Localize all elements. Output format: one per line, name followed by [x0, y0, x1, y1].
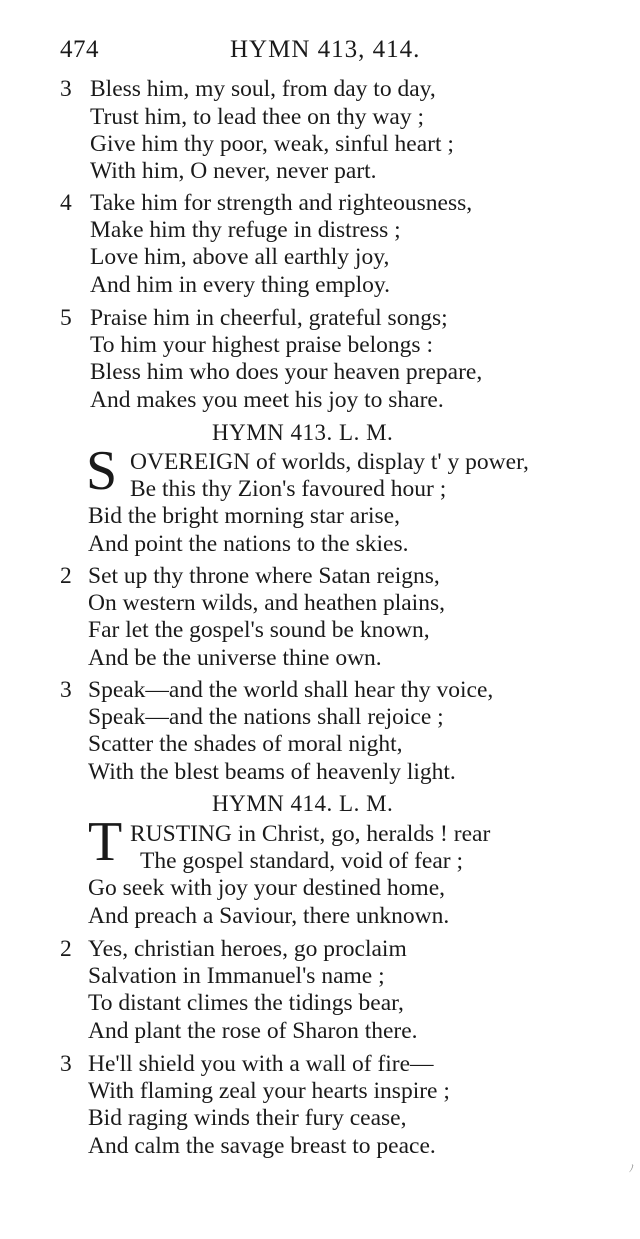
verse-line: With him, O never, never part.: [90, 158, 377, 184]
verse-line: Bid the bright morning star arise,: [88, 503, 400, 529]
verse-line: OVEREIGN of worlds, display t' y power,: [130, 449, 529, 475]
verse-line: Love him, above all earthly joy,: [90, 244, 390, 270]
verse-line: The gospel standard, void of fear ;: [140, 848, 464, 874]
verse-line: Speak—and the world shall hear thy voice,: [88, 677, 494, 703]
verse-line: And plant the rose of Sharon there.: [88, 1018, 418, 1044]
drop-cap: T: [88, 811, 123, 873]
verse-line: And point the nations to the skies.: [88, 531, 409, 557]
verse-number: 5: [60, 305, 72, 331]
verse-line: To him your highest praise belongs :: [90, 332, 433, 358]
verse-line: Bless him, my soul, from day to day,: [90, 76, 436, 102]
verse-line: RUSTING in Christ, go, heralds ! rear: [130, 821, 491, 847]
verse-number: 4: [60, 190, 72, 216]
verse-number: 3: [60, 76, 72, 102]
verse-line: Praise him in cheerful, grateful songs;: [90, 305, 448, 331]
verse-line: Make him thy refuge in distress ;: [90, 217, 401, 243]
verse-line: Yes, christian heroes, go proclaim: [88, 936, 407, 962]
verse-number: 2: [60, 563, 72, 589]
verse-line: Trust him, to lead thee on thy way ;: [90, 104, 424, 130]
verse-line: On western wilds, and heathen plains,: [88, 590, 445, 616]
verse-line: Bid raging winds their fury cease,: [88, 1105, 407, 1131]
verse-line: Take him for strength and righteousness,: [90, 190, 473, 216]
verse-line: Scatter the shades of moral night,: [88, 731, 403, 757]
verse-line: And be the universe thine own.: [88, 645, 382, 671]
verse-line: And makes you meet his joy to share.: [90, 387, 444, 413]
verse-line: Give him thy poor, weak, sinful heart ;: [90, 131, 454, 157]
verse-line: With flaming zeal your hearts inspire ;: [88, 1078, 450, 1104]
verse-number: 3: [60, 1051, 72, 1077]
verse-line: With the blest beams of heavenly light.: [88, 759, 456, 785]
hymn-title: HYMN 414. L. M.: [212, 791, 394, 816]
running-head: HYMN 413, 414.: [230, 36, 421, 63]
verse-line: Bless him who does your heaven prepare,: [90, 359, 483, 385]
verse-line: Go seek with joy your destined home,: [88, 875, 446, 901]
verse-number: 3: [60, 677, 72, 703]
hymn-title: HYMN 413. L. M.: [212, 420, 394, 445]
drop-cap: S: [86, 440, 118, 502]
verse-line: And preach a Saviour, there unknown.: [88, 903, 450, 929]
verse-line: Be this thy Zion's favoured hour ;: [130, 476, 447, 502]
page-corner-mark: ﾉ: [629, 1164, 634, 1175]
verse-line: Set up thy throne where Satan reigns,: [88, 563, 440, 589]
verse-line: To distant climes the tidings bear,: [88, 990, 404, 1016]
page-number: 474: [60, 36, 99, 63]
page-header: [60, 36, 580, 70]
verse-line: And him in every thing employ.: [90, 272, 391, 298]
verse-line: And calm the savage breast to peace.: [88, 1133, 436, 1159]
verse-line: Speak—and the nations shall rejoice ;: [88, 704, 444, 730]
verse-line: Salvation in Immanuel's name ;: [88, 963, 385, 989]
verse-line: Far let the gospel's sound be known,: [88, 617, 430, 643]
verse-line: He'll shield you with a wall of fire—: [88, 1051, 434, 1077]
verse-number: 2: [60, 936, 72, 962]
